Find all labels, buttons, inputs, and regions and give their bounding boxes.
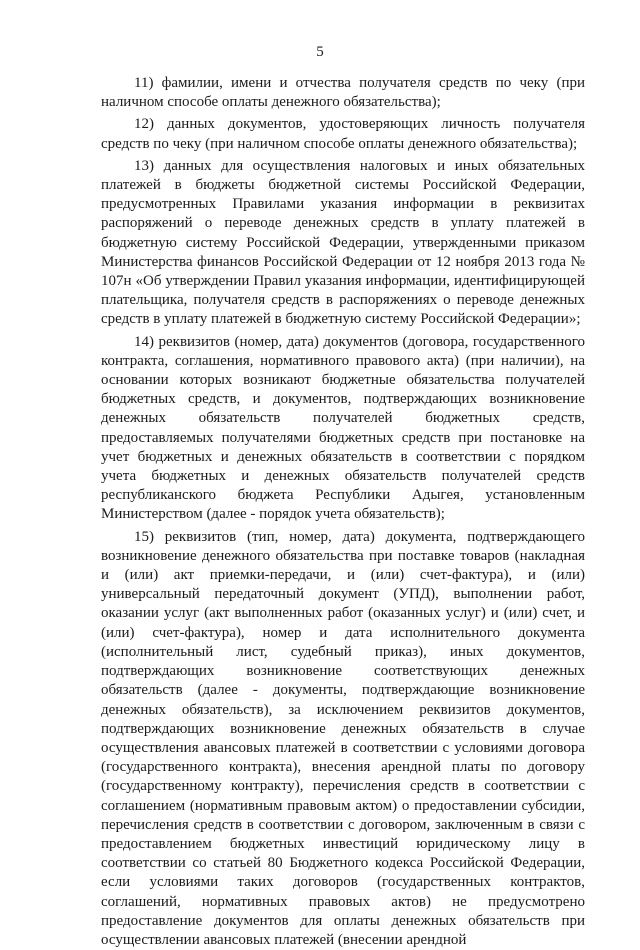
page-number: 5 [316,44,324,60]
paragraph-item-11: 11) фамилии, имени и отчества получателя средств по чеку (при наличном способе оплаты денежного обязательства); [101,75,585,111]
paragraph-item-15: 15) реквизитов (тип, номер, дата) документа, подтверждающего возникновение денежного обязательства при поставке товаров (накладная и (или) акт приемки-передачи, и (или) счет-фактура), и (или) универсальный передаточный документ (УПД), выполнении работ, оказании услуг (акт выполненных работ (оказанных услуг) и (или) счет, и (или) счет-фактура), номер и дата исполнительного документа (исполнительный лист, судебный приказ), иных документов, подтверждающих возникновение соответствующих денежных обязательств (далее - документы, подтверждающие возникновение денежных обязательств), за исключением реквизитов документов, подтверждающих возникновение денежных обязательств в случае осуществления авансовых платежей в соответствии с условиями договора (государственного контракта), внесения арендной платы по договору (государственному контракту), перечисления средств в соответствии с соглашением (нормативным правовым актом) о предоставлении субсидии, перечисления средств в соответствии с договором, заключенным в связи с предоставлением бюджетных инвестиций юридическому лицу в соответствии со статьей 80 Бюджетного кодекса Российской Федерации, если условиями таких договоров (государственных контрактов, соглашений, нормативных правовых актов) не предусмотрено предоставление документов для оплаты денежных обязательств при осуществлении авансовых платежей (внесении арендной [101,528,585,948]
paragraph-item-14: 14) реквизитов (номер, дата) документов (договора, государственного контракта, соглашения, нормативного правового акта) (при наличии), на основании которых возникают бюджетные обязательства получателей бюджетных средств, и документов, подтверждающих возникновение денежных обязательств получателей бюджетных средств, предоставляемых получателями бюджетных средств при постановке на учет бюджетных и денежных обязательств в соответствии с порядком учета бюджетных и денежных обязательств получателей средств республиканского бюджета Республики Адыгея, установленным Министерством (далее - порядок учета обязательств); [101,333,585,523]
paragraph-item-12: 12) данных документов, удостоверяющих личность получателя средств по чеку (при наличном способе оплаты денежного обязательства); [101,116,585,152]
document-body [101,74,585,950]
paragraph-item-13: 13) данных для осуществления налоговых и иных обязательных платежей в бюджеты бюджетной системы Российской Федерации, предусмотренных Правилами указания информации в реквизитах распоряжений о переводе денежных средств в уплату платежей в бюджетную систему Российской Федерации, утвержденными приказом Министерства финансов Российской Федерации от 12 ноября 2013 года № 107н «Об утверждении Правил указания информации, идентифицирующей плательщика, получателя средств в распоряжениях о переводе денежных средств в уплату платежей в бюджетную систему Российской Федерации»; [101,157,585,328]
